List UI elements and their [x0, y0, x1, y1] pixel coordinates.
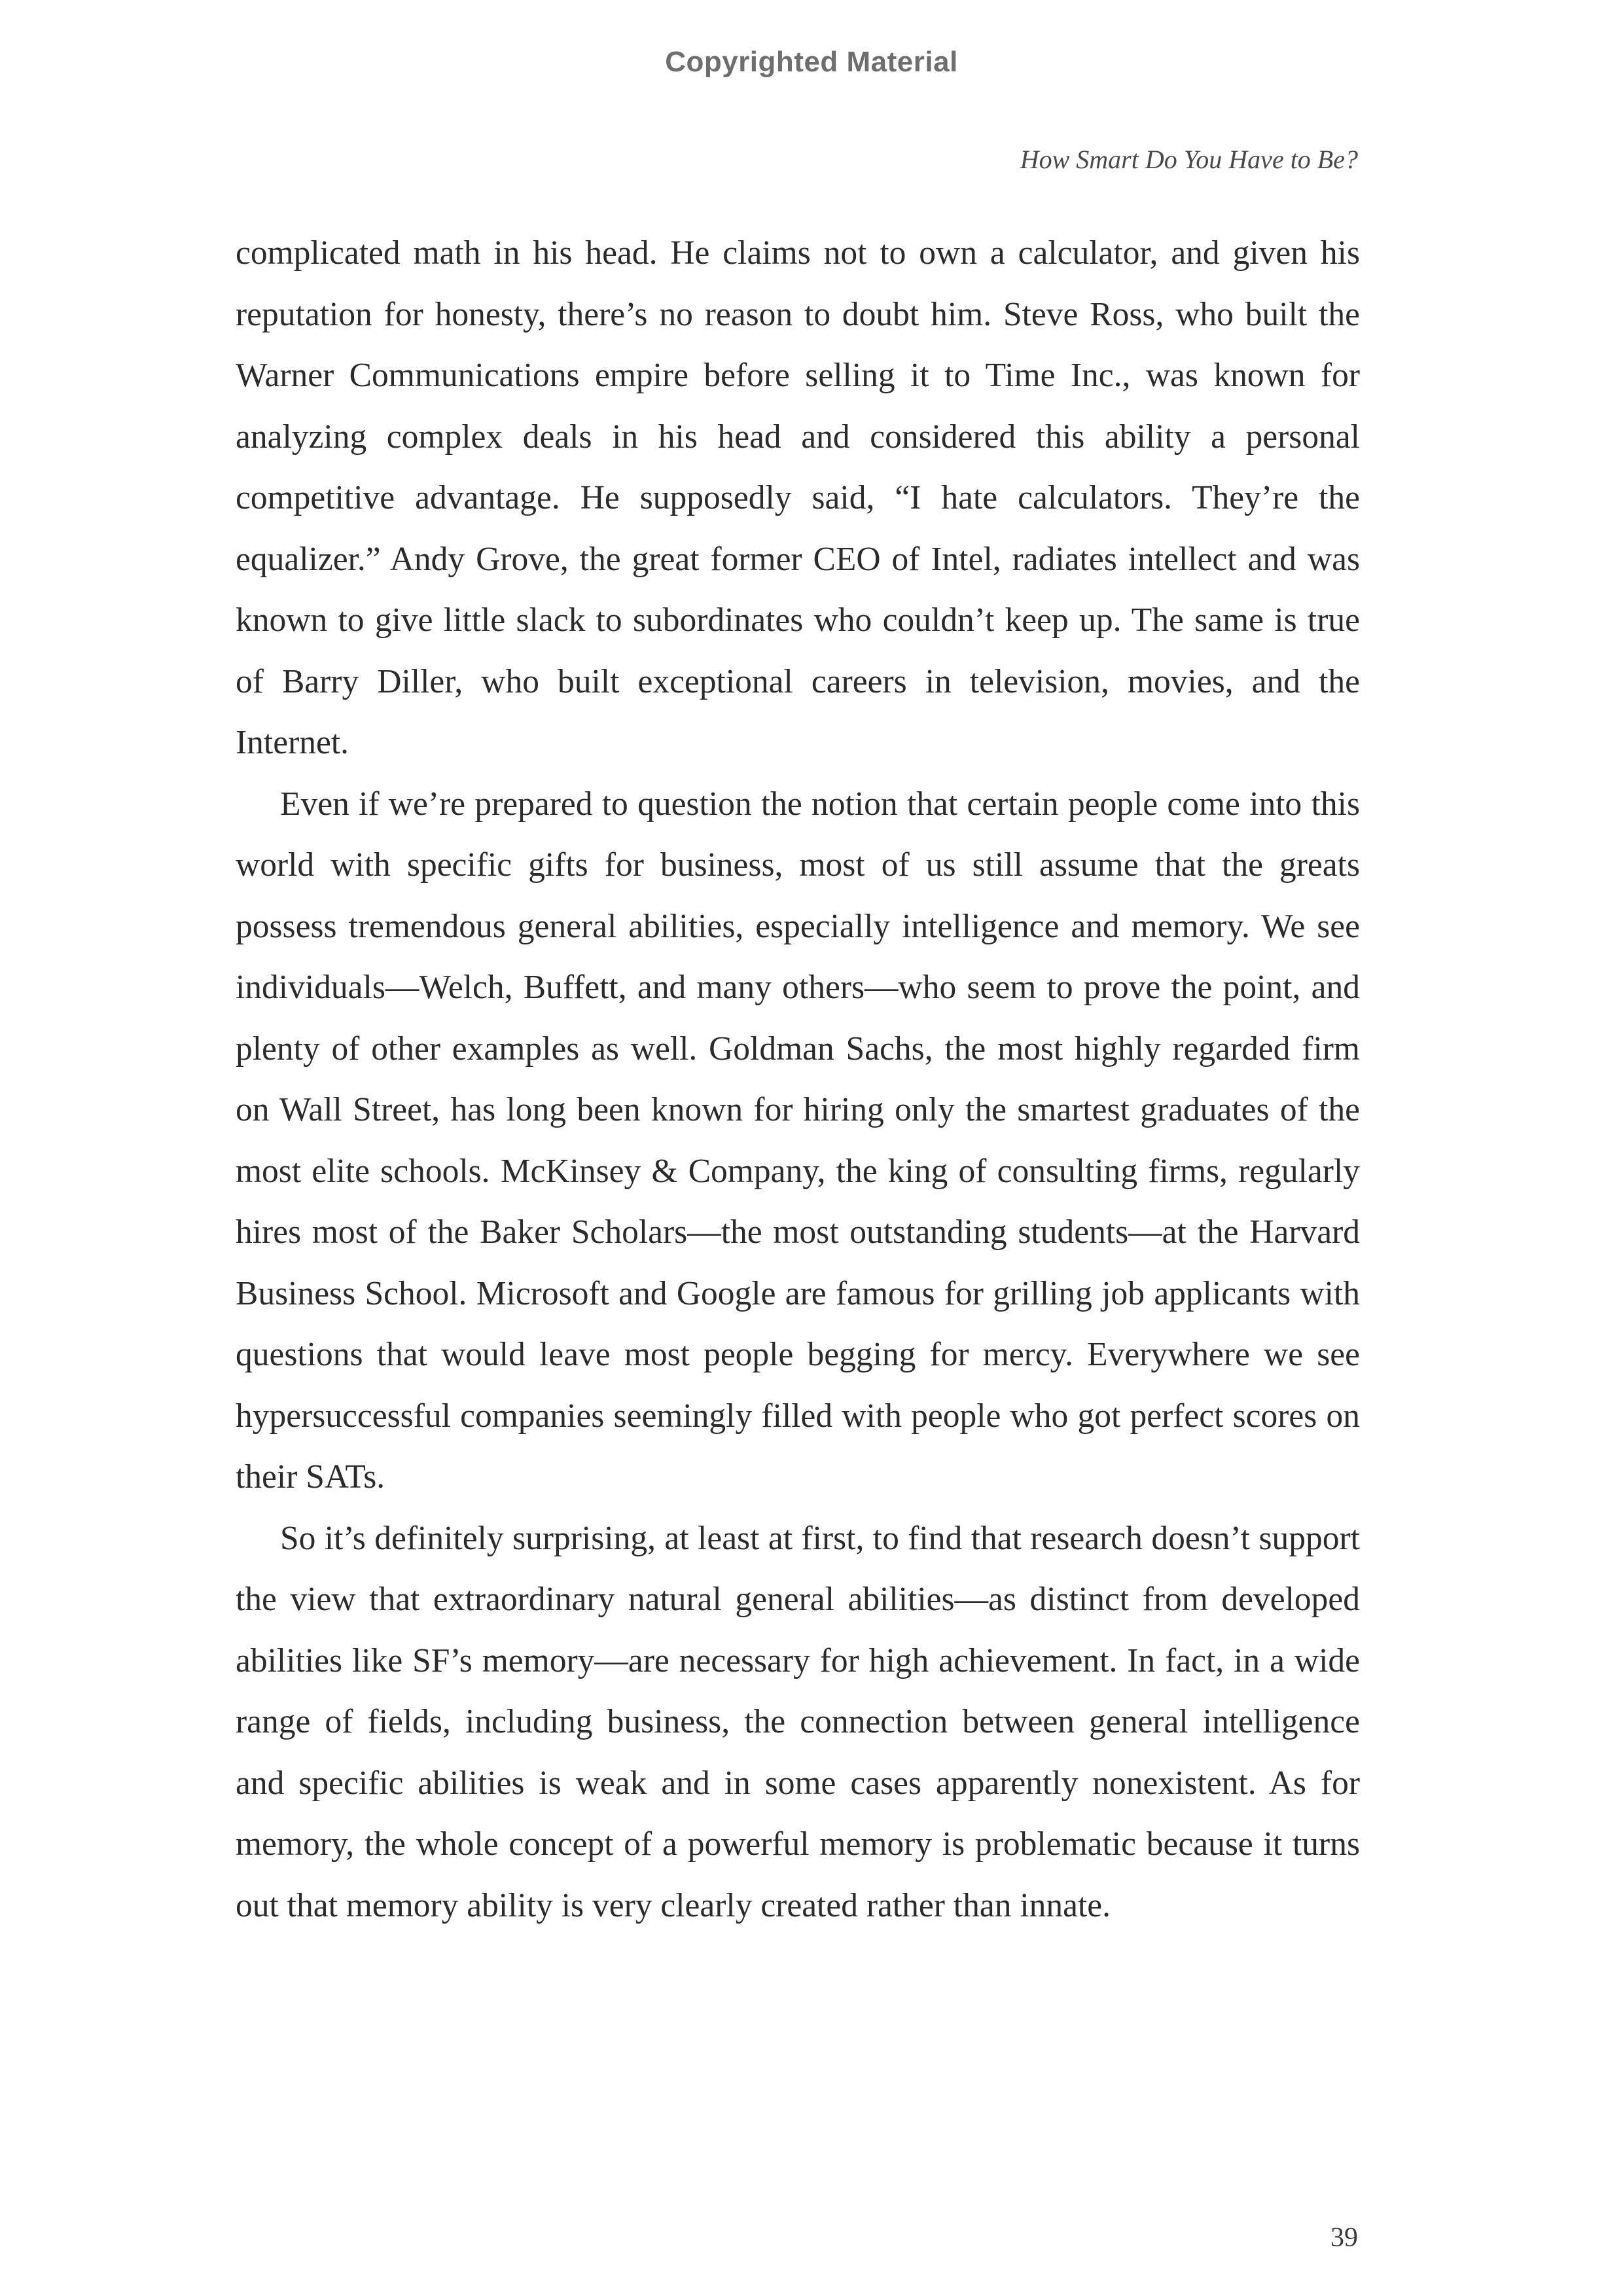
- page-number: 39: [1330, 2223, 1358, 2253]
- paragraph-continued: complicated math in his head. He claims not to own a calculator, and given his reputation for honesty, there’s no reason to doubt him. Steve Ross, who built the Warner Communications empire before selling it to Time Inc., was known for analyzing complex deals in his head and considered this ability a personal competitive advantage. He supposedly said, “I hate calculators. They’re the equalizer.” Andy Grove, the great former CEO of Intel, radiates intellect and was known to give little slack to subordinates who couldn’t keep up. The same is true of Barry Diller, who built exceptional careers in television, movies, and the Internet.: [236, 234, 1360, 761]
- body-text: [236, 223, 1360, 1936]
- paragraph: Even if we’re prepared to question the notion that certain people come into this world with specific gifts for business, most of us still assume that the greats possess tremendous general abilities, especially intelligence and memory. We see individuals—Welch, Buffett, and many others—who seem to prove the point, and plenty of other examples as well. Goldman Sachs, the most highly regarded firm on Wall Street, has long been known for hiring only the smartest graduates of the most elite schools. McKinsey & Company, the king of consulting firms, regularly hires most of the Baker Scholars—the most outstanding students—at the Harvard Business School. Microsoft and Google are famous for grilling job applicants with questions that would leave most people begging for mercy. Everywhere we see hypersuccessful companies seemingly filled with people who got perfect scores on their SATs.: [236, 785, 1360, 1496]
- paragraph: So it’s definitely surprising, at least at first, to find that research doesn’t support the view that extraordinary natural general abilities—as distinct from developed abilities like SF’s memory—are necessary for high achievement. In fact, in a wide range of fields, including business, the connection between general intelligence and specific abilities is weak and in some cases apparently nonexistent. As for memory, the whole concept of a powerful memory is problematic because it turns out that memory ability is very clearly created rather than innate.: [236, 1519, 1360, 1924]
- running-head: How Smart Do You Have to Be?: [1020, 145, 1358, 174]
- copyright-watermark: Copyrighted Material: [665, 46, 958, 78]
